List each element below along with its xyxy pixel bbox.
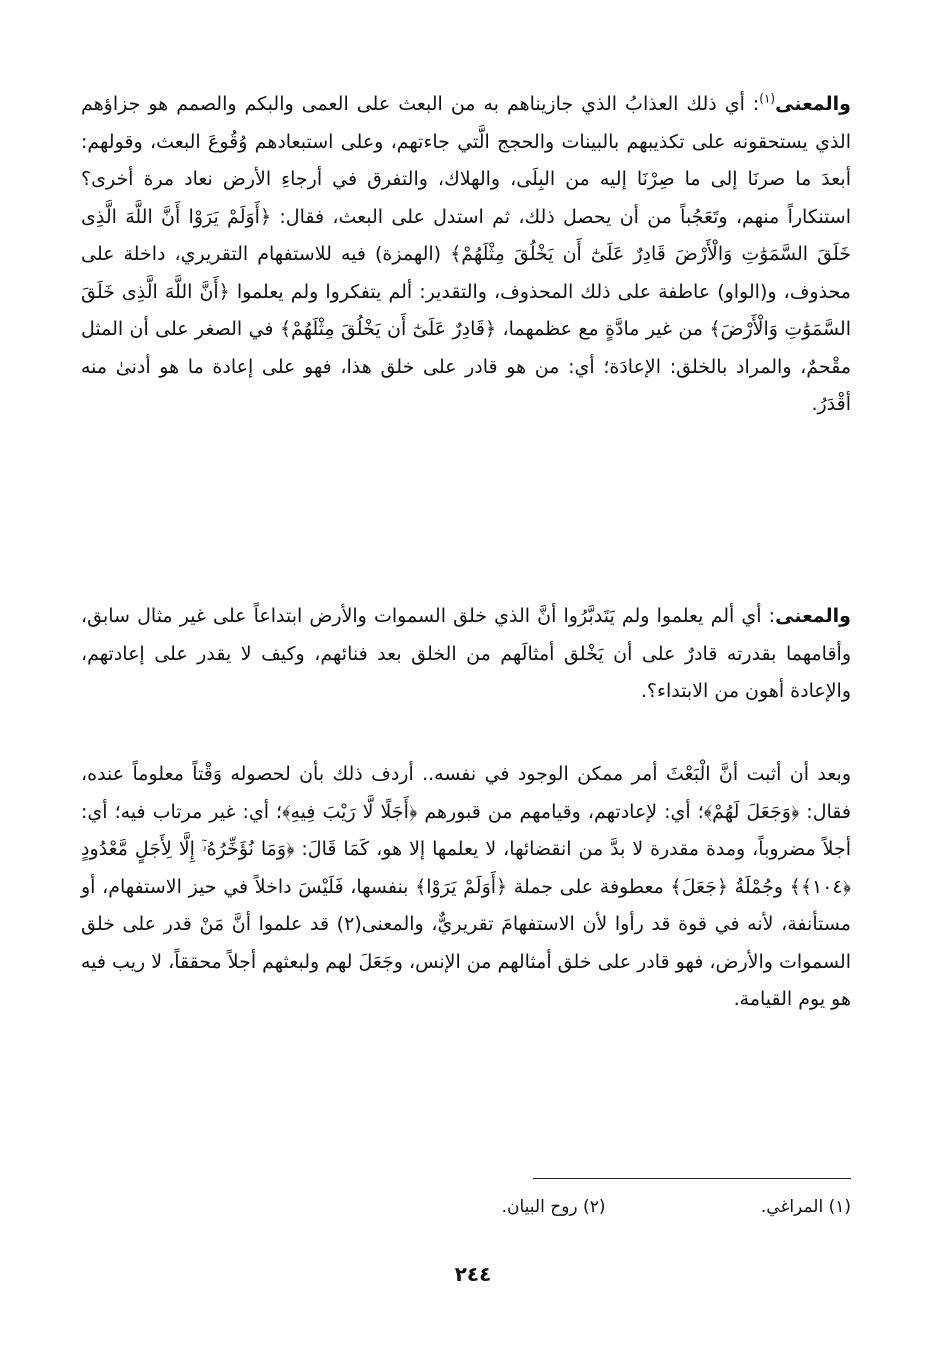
footnote-divider	[533, 1178, 851, 1179]
page-number: ٢٤٤	[454, 1262, 492, 1286]
paragraph-3-body	[81, 756, 851, 1019]
paragraph-3-text: وبعد أن أثبت أنَّ الْبَعْثَ أمر ممكن الوجود في نفسه.. أردف ذلك بأن لحصوله وَقْتاً معلوماً عنده، فقال: ﴿وَجَعَلَ لَهُمْ﴾؛ أي: لإعادتهم، وقيامهم من قبورهم ﴿أَجَلًا لَّا رَيْبَ فِيهِ﴾؛ أي: غير مرتاب فيه؛ أي: أجلاً مضروباً، ومدة مقدرة لا بدَّ من انقضائها، لا يعلمها إلا هو، كَمَا قَالَ: ﴿وَمَا نُؤَخِّرُهُۥٓ إِلَّا لِأَجَلٍ مَّعْدُودٍ ﴿١٠٤﴾﴾ وجُمْلَةُ ﴿جَعَلَ﴾ معطوفة على جملة ﴿أَوَلَمْ يَرَوْا﴾ بنفسها، فَلَيْسَ داخلاً في حيز الاستفهام، أو مستأنفة، لأنه في قوة قد رأوا لأن الاستفهامَ تقريريٌّ، والمعنى(٢) قد علموا أنَّ مَنْ قدر على خلق السموات والأرض، فهو قادر على خلق أمثالهم من الإنس، وجَعَلَ لهم ولبعثهم أجلاً محققاً، لا ريب فيه هو يوم القيامة.	[81, 763, 851, 1010]
paragraph-1-body	[81, 86, 851, 424]
paragraph-1	[81, 86, 851, 424]
footnote-2: (٢) روح البيان.	[501, 1197, 606, 1217]
footnote-ref-1: (١)	[759, 91, 776, 106]
paragraph-2-lead: والمعنى	[775, 605, 851, 627]
paragraph-3	[81, 756, 851, 1019]
paragraph-2-text: : أي ألم يعلموا ولم يَتَدبَّرُوا أنَّ الذي خلق السموات والأرض ابتداعاً على غير مثال سابق، وأقامهما بقدرته قادرٌ على أن يَخْلق أمثالَهم من الخلق بعد فنائهم، وكيف لا يقدر على إعادتهم، والإعادة أهون من الابتداء؟.	[81, 605, 851, 702]
footnote-1: (١) المراغي.	[760, 1197, 851, 1217]
paragraph-1-text: : أي ذلك العذابُ الذي جازيناهم به من البعث على العمى والبكم والصمم هو جزاؤهم الذي يستحقونه على تكذيبهم بالبينات والحجج الَّتي جاءتهم، وعلى استبعادهم وُقُوعَ البعث، وقولهم: أبعدَ ما صرنَا إلى ما صِرْنَا إليه من البِلَى، والهلاك، والتفرق في أرجاءِ الأرض نعاد مرة أخرى؟ استنكاراً منهم، وتَعَجُباً من أن يحصل ذلك، ثم استدل على البعث، فقال: ﴿أَوَلَمْ يَرَوْا أَنَّ اللَّهَ الَّذِى خَلَقَ السَّمَوَٰتِ وَالْأَرْضَ قَادِرٌ عَلَىٰٓ أَن يَخْلُقَ مِثْلَهُمْ﴾ (الهمزة) فيه للاستفهام التقريري، داخلة على محذوف، و(الواو) عاطفة على ذلك المحذوف، والتقدير: ألم يتفكروا ولم يعلموا ﴿أَنَّ اللَّهَ الَّذِى خَلَقَ السَّمَوَٰتِ وَالْأَرْضَ﴾ من غير مادَّةٍ مع عظمهما، ﴿قَادِرٌ عَلَىٰٓ أَن يَخْلُقَ مِثْلَهُمْ﴾ في الصغر على أن المثل مقْحمٌ، والمراد بالخلق: الإعادَة؛ أي: من هو قادر على خلق هذا، فهو على إعادة ما هو أدنىٰ منه أقْدَرُ.	[81, 93, 851, 415]
paragraph-2	[81, 598, 851, 711]
paragraph-2-body	[81, 598, 851, 711]
paragraph-1-lead: والمعنى	[775, 93, 851, 115]
footnotes	[81, 1192, 851, 1222]
